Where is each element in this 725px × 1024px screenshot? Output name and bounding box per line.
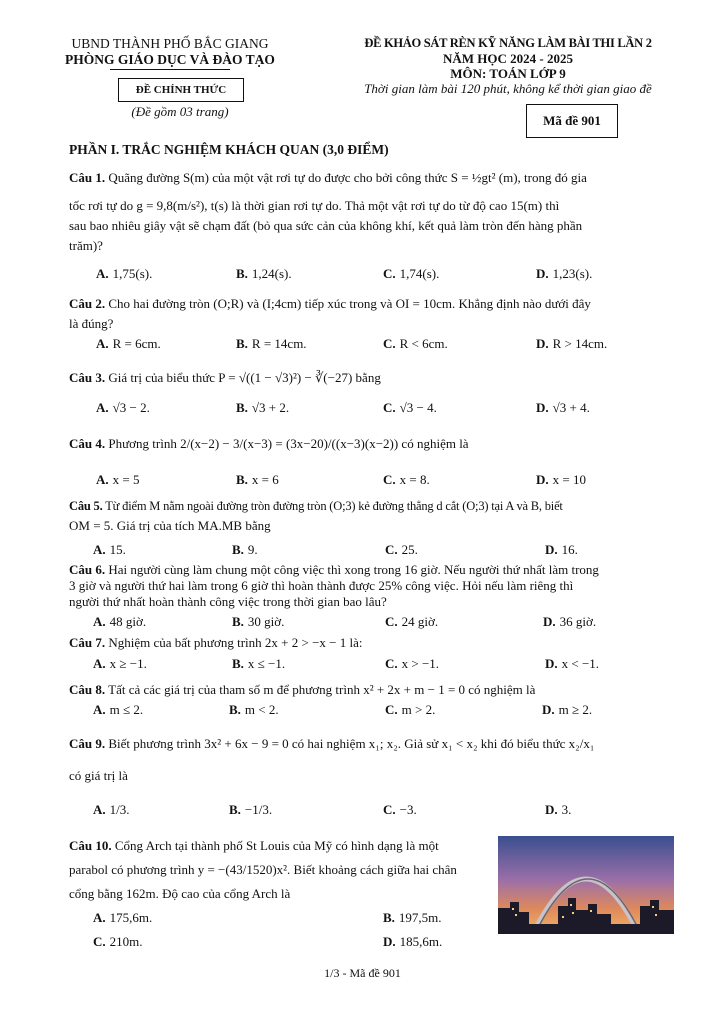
option-b[interactable]: [229, 802, 272, 818]
option-c[interactable]: [385, 542, 418, 558]
option-letter: D.: [536, 400, 549, 415]
option-b[interactable]: [236, 336, 307, 352]
department-name: PHÒNG GIÁO DỤC VÀ ĐÀO TẠO: [65, 52, 275, 67]
option-text: x ≥ −1.: [109, 656, 147, 671]
option-text: x > −1.: [401, 656, 440, 671]
header-right: [318, 36, 698, 96]
question-text: Nghiệm của bất phương trình 2x + 2 > −x − 1 là:: [108, 635, 363, 650]
option-text: √3 + 2.: [251, 400, 290, 415]
question-9: [69, 734, 672, 786]
option-letter: C.: [385, 702, 398, 717]
option-text: x = 6: [251, 472, 279, 487]
option-letter: B.: [232, 542, 244, 557]
option-b[interactable]: [229, 702, 279, 718]
option-d[interactable]: [545, 802, 571, 818]
option-text: √3 − 2.: [112, 400, 150, 415]
question-label: Câu 9.: [69, 736, 106, 751]
question-8: [69, 680, 672, 700]
option-letter: C.: [383, 472, 396, 487]
question-text: Cho hai đường tròn (O;R) và (I;4cm) tiếp xúc trong và OI = 10cm. Khẳng định nào dưới đây: [108, 296, 591, 311]
header-left: [40, 36, 300, 70]
option-a[interactable]: [93, 656, 147, 672]
option-text: x = 10: [552, 472, 586, 487]
question-text: Quãng đường S(m) của một vật rơi tự do được cho bởi công thức S = ½gt² (m), trong đó gia: [108, 170, 587, 185]
option-a[interactable]: [93, 910, 152, 926]
question-7: [69, 633, 672, 653]
option-letter: A.: [93, 910, 106, 925]
option-text: −3.: [399, 802, 417, 817]
option-b[interactable]: [232, 614, 284, 630]
option-text: 48 giờ.: [109, 614, 147, 629]
option-text: 16.: [561, 542, 578, 557]
option-b[interactable]: [236, 266, 292, 282]
option-d[interactable]: [543, 614, 596, 630]
option-text: m ≤ 2.: [109, 702, 144, 717]
gateway-arch-photo: [498, 836, 674, 934]
subject: MÔN: TOÁN LỚP 9: [450, 66, 566, 81]
option-text: m < 2.: [244, 702, 279, 717]
option-letter: C.: [385, 542, 398, 557]
option-a[interactable]: [96, 266, 152, 282]
question-label: Câu 1.: [69, 170, 106, 185]
option-letter: C.: [383, 802, 396, 817]
section-title: PHẦN I. TRẮC NGHIỆM KHÁCH QUAN (3,0 ĐIỂM): [69, 142, 389, 157]
question-text: tốc rơi tự do g = 9,8(m/s²), t(s) là thời gian rơi tự do. Thả một vật rơi tự do từ độ cao 15(m) thì: [69, 198, 560, 213]
question-text: 3 giờ và người thứ hai làm trong 6 giờ thì hoàn thành được 25% công việc. Hỏi nếu làm riêng thì: [69, 578, 574, 593]
question-4: [69, 434, 672, 454]
option-text: 197,5m.: [398, 910, 442, 925]
option-text: √3 − 4.: [399, 400, 437, 415]
option-letter: D.: [545, 542, 558, 557]
option-d[interactable]: [542, 702, 592, 718]
option-text: −1/3.: [244, 802, 273, 817]
question-text: cổng bằng 162m. Độ cao của cổng Arch là: [69, 886, 291, 901]
option-c[interactable]: [385, 656, 439, 672]
option-letter: D.: [536, 336, 549, 351]
question-text: sau bao nhiêu giây vật sẽ chạm đất (bỏ qua sức cản của không khí, kết quả làm tròn đến hàng phần: [69, 218, 583, 233]
option-c[interactable]: [385, 614, 438, 630]
question-text: Phương trình 2/(x−2) − 3/(x−3) = (3x−20)/((x−3)(x−2)) có nghiệm là: [108, 436, 469, 451]
option-letter: A.: [96, 400, 109, 415]
option-a[interactable]: [93, 702, 143, 718]
option-text: R = 14cm.: [251, 336, 307, 351]
option-text: 1,24(s).: [251, 266, 292, 281]
header-underline: [110, 69, 230, 70]
option-letter: C.: [383, 336, 396, 351]
option-d[interactable]: [383, 934, 442, 950]
option-text: 9.: [247, 542, 258, 557]
option-text: x < −1.: [561, 656, 600, 671]
option-letter: A.: [93, 614, 106, 629]
option-a[interactable]: [93, 802, 130, 818]
option-d[interactable]: [536, 266, 592, 282]
option-text: 3.: [561, 802, 572, 817]
question-6: [69, 562, 672, 610]
option-c[interactable]: [383, 266, 439, 282]
option-text: 1/3.: [109, 802, 130, 817]
option-b[interactable]: [383, 910, 442, 926]
authority-name: UBND THÀNH PHỐ BẮC GIANG: [71, 36, 269, 51]
question-2: [69, 294, 672, 334]
exam-code-box: Mã đề 901: [526, 104, 618, 138]
option-letter: C.: [383, 266, 396, 281]
option-d[interactable]: [536, 400, 590, 416]
option-text: R < 6cm.: [399, 336, 448, 351]
option-d[interactable]: [536, 472, 586, 488]
question-text: Cổng Arch tại thành phố St Louis của Mỹ có hình dạng là một: [114, 838, 439, 853]
question-text: Tất cả các giá trị của tham số m để phương trình x² + 2x + m − 1 = 0 có nghiệm là: [108, 682, 536, 697]
option-letter: D.: [536, 472, 549, 487]
option-text: 175,6m.: [109, 910, 153, 925]
question-label: Câu 2.: [69, 296, 106, 311]
option-letter: C.: [385, 614, 398, 629]
question-text: là đúng?: [69, 316, 114, 331]
time-note: Thời gian làm bài 120 phút, không kể thời gian giao đề: [364, 81, 652, 96]
option-text: 1,74(s).: [399, 266, 440, 281]
option-letter: C.: [385, 656, 398, 671]
question-text: Hai người cùng làm chung một công việc thì xong trong 16 giờ. Nếu người thứ nhất làm trong: [108, 562, 599, 577]
question-label: Câu 8.: [69, 682, 106, 697]
option-letter: A.: [93, 802, 106, 817]
option-letter: C.: [93, 934, 106, 949]
option-text: m > 2.: [401, 702, 436, 717]
option-letter: D.: [545, 802, 558, 817]
question-text: Giá trị của biểu thức P = √((1 − √3)²) − ∛(−27) bằng: [108, 370, 381, 385]
question-label: Câu 4.: [69, 436, 106, 451]
option-d[interactable]: [545, 542, 578, 558]
question-label: Câu 6.: [69, 562, 106, 577]
option-c[interactable]: [93, 934, 143, 950]
option-letter: A.: [96, 472, 109, 487]
option-letter: B.: [232, 656, 244, 671]
option-letter: B.: [383, 910, 395, 925]
option-text: x = 8.: [399, 472, 430, 487]
question-text: parabol có phương trình y = −(43/1520)x². Biết khoảng cách giữa hai chân: [69, 862, 457, 877]
option-a[interactable]: [93, 542, 126, 558]
official-box: ĐỀ CHÍNH THỨC: [118, 78, 244, 102]
option-text: R = 6cm.: [112, 336, 161, 351]
option-text: 36 giờ.: [559, 614, 597, 629]
option-c[interactable]: [383, 802, 417, 818]
option-d[interactable]: [545, 656, 599, 672]
question-label: Câu 10.: [69, 838, 112, 853]
option-b[interactable]: [236, 400, 289, 416]
option-letter: D.: [543, 614, 556, 629]
option-c[interactable]: [383, 336, 448, 352]
option-letter: B.: [236, 400, 248, 415]
option-b[interactable]: [232, 656, 285, 672]
option-text: x ≤ −1.: [247, 656, 286, 671]
question-text: người thứ nhất hoàn thành công việc trong thời gian bao lâu?: [69, 594, 387, 609]
question-text: trăm)?: [69, 238, 103, 253]
option-a[interactable]: [96, 400, 150, 416]
option-text: 210m.: [109, 934, 143, 949]
option-b[interactable]: [232, 542, 258, 558]
option-text: 30 giờ.: [247, 614, 285, 629]
question-1: [69, 168, 672, 256]
question-text: Từ điểm M nằm ngoài đường tròn đường tròn (O;3) kẻ đường thẳng d cắt (O;3) tại A và B, biết: [105, 499, 563, 513]
option-letter: A.: [93, 656, 106, 671]
option-text: 25.: [401, 542, 418, 557]
option-letter: A.: [93, 702, 106, 717]
option-a[interactable]: [96, 472, 139, 488]
option-letter: B.: [229, 702, 241, 717]
option-letter: D.: [545, 656, 558, 671]
page-footer: 1/3 - Mã đề 901: [324, 966, 401, 980]
option-letter: C.: [383, 400, 396, 415]
option-text: 15.: [109, 542, 126, 557]
option-text: x = 5: [112, 472, 140, 487]
question-5: [69, 496, 672, 536]
option-text: 24 giờ.: [401, 614, 439, 629]
option-c[interactable]: [383, 472, 430, 488]
option-d[interactable]: [536, 336, 607, 352]
question-text: OM = 5. Giá trị của tích MA.MB bằng: [69, 518, 271, 533]
option-letter: A.: [96, 336, 109, 351]
option-letter: B.: [236, 266, 248, 281]
question-label: Câu 7.: [69, 635, 106, 650]
school-year: NĂM HỌC 2024 - 2025: [443, 51, 573, 66]
option-c[interactable]: [383, 400, 437, 416]
question-3: [69, 368, 672, 388]
option-a[interactable]: [96, 336, 161, 352]
question-10: [69, 834, 489, 906]
option-c[interactable]: [385, 702, 435, 718]
option-text: 185,6m.: [399, 934, 443, 949]
option-text: √3 + 4.: [552, 400, 590, 415]
option-letter: A.: [96, 266, 109, 281]
exam-title: ĐỀ KHẢO SÁT RÈN KỸ NĂNG LÀM BÀI THI LẦN 2: [364, 36, 652, 50]
option-text: 1,75(s).: [112, 266, 153, 281]
question-label: Câu 5.: [69, 499, 103, 513]
option-letter: D.: [536, 266, 549, 281]
option-letter: A.: [93, 542, 106, 557]
option-letter: B.: [232, 614, 244, 629]
option-letter: B.: [229, 802, 241, 817]
question-label: Câu 3.: [69, 370, 106, 385]
option-text: m ≥ 2.: [558, 702, 593, 717]
question-text: có giá trị là: [69, 768, 128, 783]
option-b[interactable]: [236, 472, 279, 488]
option-text: R > 14cm.: [552, 336, 608, 351]
option-letter: D.: [542, 702, 555, 717]
option-letter: B.: [236, 472, 248, 487]
pages-note: (Đề gồm 03 trang): [131, 104, 229, 119]
question-text: Biết phương trình 3x² + 6x − 9 = 0 có hai nghiệm x₁; x₂. Giả sử x₁ < x₂ khi đó biểu thức x₂/x₁: [108, 736, 595, 751]
option-letter: D.: [383, 934, 396, 949]
option-letter: B.: [236, 336, 248, 351]
option-a[interactable]: [93, 614, 146, 630]
option-text: 1,23(s).: [552, 266, 593, 281]
